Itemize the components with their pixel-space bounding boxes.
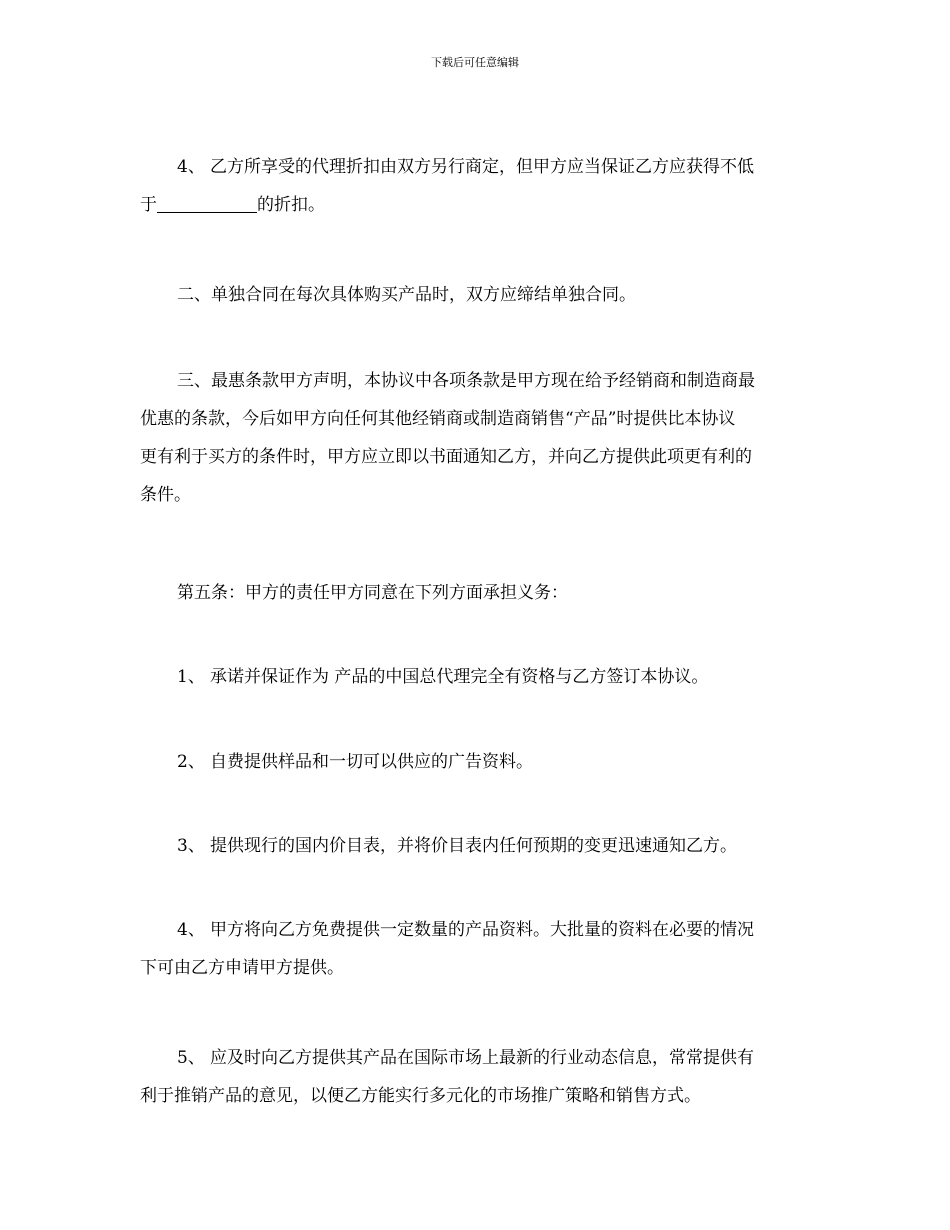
section-3-most-favored bbox=[140, 362, 820, 514]
clause-number: 3、 bbox=[177, 836, 205, 856]
clause-text: 于 bbox=[140, 195, 157, 215]
clause-4-line-1 bbox=[140, 148, 820, 186]
clause-text: 乙方所享受的代理折扣由双方另行商定，但甲方应当保证乙方应获得不低 bbox=[210, 157, 754, 177]
duty-1-line-1 bbox=[140, 658, 820, 696]
duty-5-line-2: 利于推销产品的意见，以便乙方能实行多元化的市场推广策略和销售方式。 bbox=[140, 1086, 701, 1106]
section-3-line-1: 三、最惠条款甲方声明，本协议中各项条款是甲方现在给予经销商和制造商最 bbox=[177, 371, 755, 391]
clause-number: 4、 bbox=[177, 157, 205, 177]
clause-text: 甲方将向乙方免费提供一定数量的产品资料。大批量的资料在必要的情况 bbox=[210, 920, 754, 940]
clause-text: 应及时向乙方提供其产品在国际市场上最新的行业动态信息，常常提供有 bbox=[210, 1048, 754, 1068]
duty-4 bbox=[140, 911, 820, 987]
clause-4-line-2 bbox=[140, 186, 820, 224]
duty-5-line-1 bbox=[140, 1039, 820, 1077]
clause-number: 2、 bbox=[177, 752, 205, 772]
page-header: 下载后可任意编辑 bbox=[431, 56, 519, 69]
duty-4-line-2: 下可由乙方申请甲方提供。 bbox=[140, 958, 344, 978]
clause-text: 的折扣。 bbox=[257, 195, 325, 215]
duty-1 bbox=[140, 658, 820, 696]
article-5-heading bbox=[140, 574, 820, 612]
duty-2-line-1 bbox=[140, 743, 820, 781]
duty-3 bbox=[140, 827, 820, 865]
fill-in-blank[interactable] bbox=[157, 194, 257, 213]
clause-4-discount bbox=[140, 148, 820, 224]
clause-text: 提供现行的国内价目表，并将价目表内任何预期的变更迅速通知乙方。 bbox=[210, 836, 737, 856]
clause-number: 4、 bbox=[177, 920, 205, 940]
duty-5 bbox=[140, 1039, 820, 1115]
section-3-line-4: 条件。 bbox=[140, 485, 191, 505]
clause-number: 1、 bbox=[177, 667, 205, 687]
clause-text: 承诺并保证作为 产品的中国总代理完全有资格与乙方签订本协议。 bbox=[210, 667, 709, 687]
section-3-line-3: 更有利于买方的条件时，甲方应立即以书面通知乙方，并向乙方提供此项更有利的 bbox=[140, 447, 752, 467]
duty-3-line-1 bbox=[140, 827, 820, 865]
clause-number: 5、 bbox=[177, 1048, 205, 1068]
duty-4-line-1 bbox=[140, 911, 820, 949]
section-2-separate-contract bbox=[140, 276, 820, 314]
article-5-line-1: 第五条：甲方的责任甲方同意在下列方面承担义务： bbox=[177, 583, 568, 603]
clause-text: 自费提供样品和一切可以供应的广告资料。 bbox=[210, 752, 533, 772]
section-3-line-2: 优惠的条款，今后如甲方向任何其他经销商或制造商销售“产品”时提供比本协议 bbox=[140, 409, 736, 429]
duty-2 bbox=[140, 743, 820, 781]
section-2-line-1: 二、单独合同在每次具体购买产品时，双方应缔结单独合同。 bbox=[177, 285, 636, 305]
